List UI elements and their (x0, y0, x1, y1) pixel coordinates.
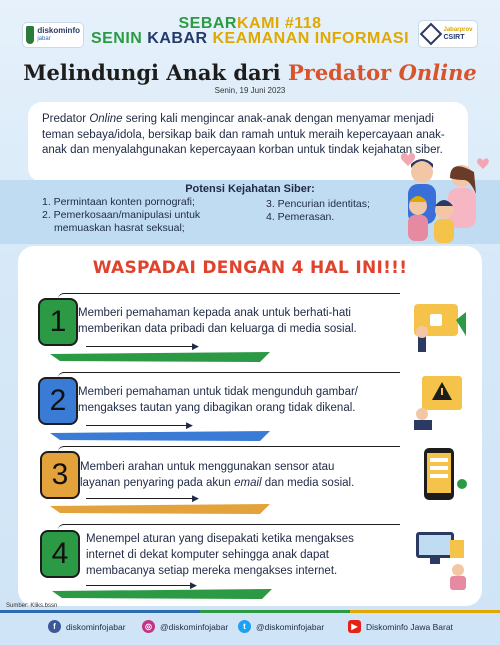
step-2-text (78, 384, 408, 416)
step-2-wedge (50, 431, 270, 441)
step-2-number: 2 (38, 377, 78, 425)
step-1-number: 1 (38, 298, 78, 346)
potensi-item: 3. Pencurian identitas; (266, 198, 370, 210)
step-4-line3: membacanya setiap mereka mengakses internet. (86, 565, 338, 577)
arrow-right-icon: ▶ (192, 493, 199, 503)
title-red (288, 60, 477, 85)
header-line1-part2: KAMI #118 (236, 15, 322, 32)
header-line2-part1: SENIN (90, 30, 148, 47)
csirt-diamond-icon (420, 23, 443, 46)
footer-color-bar (0, 610, 500, 613)
publish-date: Senin, 19 Juni 2023 (214, 86, 286, 95)
social-instagram[interactable] (142, 620, 228, 633)
logo-right-label: CSIRT (443, 34, 465, 41)
computer-rules-illustration (410, 526, 472, 592)
step-4-number: 4 (40, 530, 80, 578)
arrow-right-icon: ▶ (186, 420, 193, 430)
step-1-arrow (86, 346, 198, 347)
title-part1: Melindungi Anak dari (23, 60, 288, 85)
family-illustration (382, 140, 494, 252)
twitter-label: @diskominfojabar (256, 621, 325, 632)
instagram-label: @diskominfojabar (160, 621, 229, 632)
header-line1-part1: SEBAR (178, 15, 237, 32)
twitter-icon: t (238, 620, 251, 633)
intro-text-2: Online (89, 113, 123, 125)
step-4-text (86, 531, 406, 579)
step-3-line2c: dan media sosial. (261, 477, 355, 489)
step-2-arrow (86, 425, 192, 426)
data-lock-illustration (404, 292, 470, 354)
potensi-list-left (42, 196, 262, 235)
heart-icon (477, 158, 489, 169)
intro-text-1: Predator (42, 113, 90, 125)
child1-body (408, 215, 428, 241)
logo-left-sub: jabar (37, 36, 51, 42)
warning-download-illustration (404, 370, 470, 432)
header-line2-part2: KABAR (147, 30, 213, 47)
step-1-text (78, 305, 408, 337)
step-4-line2: internet di dekat komputer sehingga anak dapat (86, 549, 329, 561)
social-youtube[interactable] (348, 620, 453, 633)
logo-right-sub: Jabarprov (443, 27, 473, 33)
potensi-item: 1. Permintaan konten pornografi; (42, 196, 195, 208)
step-3-wedge (50, 504, 270, 514)
social-facebook[interactable] (48, 620, 126, 633)
header-subtitle (80, 30, 420, 48)
potensi-title: Potensi Kejahatan Siber: (185, 183, 315, 195)
step-1-line2: memberikan data pribadi dan keluarga di media sosial. (78, 323, 357, 335)
intro-text-3: sering kali mengincar anak-anak dengan menyamar menjadi teman sebaya/idola, bersikap baik dan ramah untuk meraih kepercayaan anak-anak dan menyalahgunakan kepercayaan korban untuk tindak kejahatan siber. (42, 113, 445, 156)
step-2-line1: Memberi pemahaman untuk tidak mengunduh gambar/ (78, 386, 358, 398)
step-1-wedge (50, 352, 270, 362)
step-4-arrow (86, 585, 196, 586)
step-3-number: 3 (40, 451, 80, 499)
waspadai-heading: WASPADAI DENGAN 4 HAL INI!!! (92, 258, 408, 278)
source-note: Sumber: Kliks.bssn (6, 603, 58, 609)
facebook-label: diskominfojabar (66, 621, 126, 632)
step-3-line2 (80, 475, 410, 491)
logo-left-name: diskominfo (37, 26, 80, 35)
potensi-item: 4. Pemerasan. (266, 211, 335, 223)
social-twitter[interactable] (238, 620, 324, 633)
arrow-right-icon: ▶ (190, 580, 197, 590)
step-3-line2b: email (234, 477, 262, 489)
child2-body (434, 219, 454, 243)
title-part2: Predator (287, 60, 399, 85)
youtube-icon: ▶ (348, 620, 361, 633)
header-line2-part3: KEAMANAN INFORMASI (212, 30, 410, 47)
arrow-right-icon: ▶ (192, 341, 199, 351)
youtube-label: Diskominfo Jawa Barat (366, 621, 453, 632)
step-4-wedge (52, 589, 272, 599)
instagram-icon: ◎ (142, 620, 155, 633)
step-4-line1: Menempel aturan yang disepakati ketika mengakses (86, 533, 354, 545)
csirt-logo (418, 20, 478, 48)
page-title (0, 60, 500, 85)
jabar-emblem-icon (26, 26, 34, 44)
step-3-line2a: layanan penyaring pada akun (80, 477, 235, 489)
step-3-line1: Memberi arahan untuk menggunakan sensor atau (80, 461, 335, 473)
title-part3: Online (398, 60, 477, 85)
facebook-icon: f (48, 620, 61, 633)
step-1-line1: Memberi pemahaman kepada anak untuk berhati-hati (78, 307, 351, 319)
phone-filter-illustration (410, 444, 470, 506)
step-2-line2: mengakses tautan yang dibagikan orang tidak dikenal. (78, 402, 356, 414)
potensi-item-cont: memuaskan hasrat seksual; (54, 222, 185, 234)
diskominfo-logo (22, 22, 84, 48)
step-3-text (80, 459, 410, 491)
potensi-list-right (266, 198, 396, 224)
step-3-arrow (86, 498, 198, 499)
potensi-item: 2. Pemerkosaan/manipulasi untuk (42, 209, 201, 221)
